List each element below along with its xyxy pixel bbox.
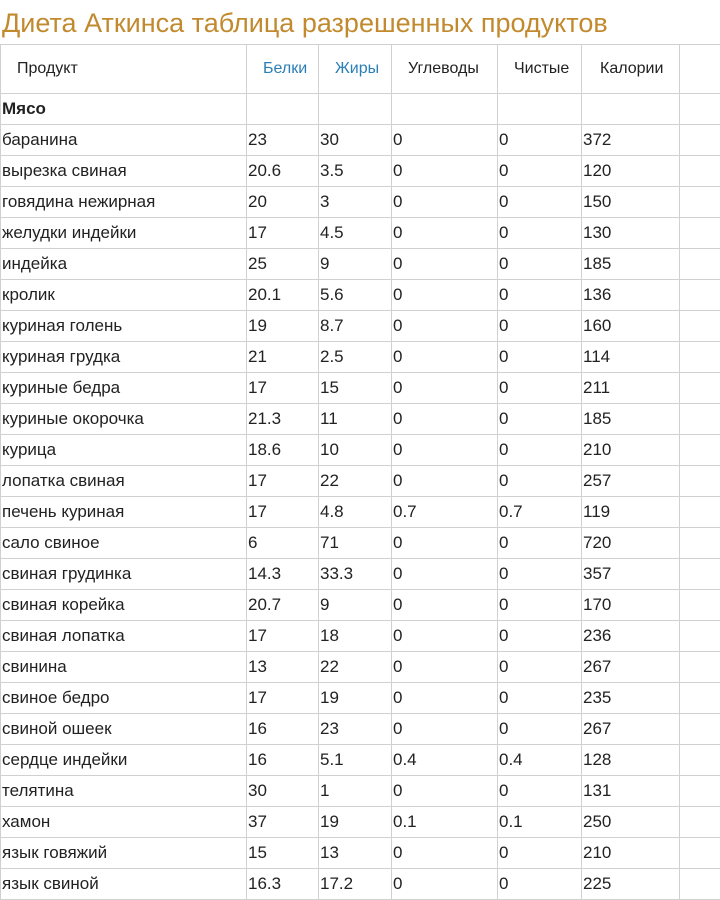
section-empty-cell: [498, 94, 582, 125]
cell-net-carbs: 0: [498, 528, 582, 559]
cell-fats: 11: [319, 404, 392, 435]
cell-fats: 4.8: [319, 497, 392, 528]
cell-proteins: 6: [247, 528, 319, 559]
cell-fats: 3: [319, 187, 392, 218]
cell-carbs: 0: [392, 838, 498, 869]
cell-net-carbs: 0.4: [498, 745, 582, 776]
header-carbs: Углеводы: [392, 45, 498, 94]
cell-net-carbs: 0: [498, 466, 582, 497]
table-header-row: [1, 45, 720, 94]
cell-product-name: сало свиное: [1, 528, 247, 559]
cell-proteins: 20: [247, 187, 319, 218]
cell-product-name: курица: [1, 435, 247, 466]
cell-product-name: свиная грудинка: [1, 559, 247, 590]
cell-empty: [680, 125, 720, 156]
cell-carbs: 0: [392, 342, 498, 373]
cell-carbs: 0: [392, 466, 498, 497]
cell-proteins: 17: [247, 218, 319, 249]
cell-empty: [680, 559, 720, 590]
cell-product-name: желудки индейки: [1, 218, 247, 249]
header-product: Продукт: [1, 45, 247, 94]
header-proteins-link[interactable]: Белки: [247, 45, 319, 94]
cell-calories: 236: [582, 621, 680, 652]
table-row: [1, 714, 720, 745]
table-row: [1, 404, 720, 435]
cell-carbs: 0: [392, 559, 498, 590]
cell-proteins: 23: [247, 125, 319, 156]
table-row: [1, 683, 720, 714]
cell-calories: 210: [582, 435, 680, 466]
cell-proteins: 16.3: [247, 869, 319, 900]
cell-fats: 30: [319, 125, 392, 156]
cell-fats: 9: [319, 590, 392, 621]
cell-proteins: 13: [247, 652, 319, 683]
page-title: Диета Аткинса таблица разрешенных продуктов: [2, 4, 608, 42]
cell-proteins: 25: [247, 249, 319, 280]
cell-calories: 250: [582, 807, 680, 838]
cell-empty: [680, 404, 720, 435]
cell-proteins: 20.1: [247, 280, 319, 311]
cell-fats: 10: [319, 435, 392, 466]
cell-fats: 22: [319, 652, 392, 683]
cell-net-carbs: 0: [498, 125, 582, 156]
cell-product-name: лопатка свиная: [1, 466, 247, 497]
cell-carbs: 0: [392, 156, 498, 187]
cell-net-carbs: 0.1: [498, 807, 582, 838]
cell-calories: 210: [582, 838, 680, 869]
cell-net-carbs: 0: [498, 652, 582, 683]
cell-empty: [680, 187, 720, 218]
cell-fats: 19: [319, 683, 392, 714]
cell-fats: 19: [319, 807, 392, 838]
cell-proteins: 37: [247, 807, 319, 838]
table-row: [1, 280, 720, 311]
cell-calories: 185: [582, 404, 680, 435]
cell-calories: 150: [582, 187, 680, 218]
cell-empty: [680, 776, 720, 807]
cell-net-carbs: 0: [498, 590, 582, 621]
cell-carbs: 0: [392, 373, 498, 404]
cell-product-name: хамон: [1, 807, 247, 838]
table-row: [1, 559, 720, 590]
cell-carbs: 0: [392, 683, 498, 714]
cell-empty: [680, 373, 720, 404]
table-row: [1, 745, 720, 776]
table-row: [1, 466, 720, 497]
cell-empty: [680, 652, 720, 683]
cell-calories: 136: [582, 280, 680, 311]
cell-product-name: свиная корейка: [1, 590, 247, 621]
cell-proteins: 17: [247, 683, 319, 714]
cell-calories: 267: [582, 652, 680, 683]
cell-fats: 4.5: [319, 218, 392, 249]
cell-carbs: 0: [392, 714, 498, 745]
cell-product-name: язык говяжий: [1, 838, 247, 869]
cell-net-carbs: 0: [498, 342, 582, 373]
cell-empty: [680, 342, 720, 373]
cell-empty: [680, 311, 720, 342]
cell-carbs: 0: [392, 590, 498, 621]
cell-proteins: 30: [247, 776, 319, 807]
cell-proteins: 14.3: [247, 559, 319, 590]
cell-product-name: свиное бедро: [1, 683, 247, 714]
cell-net-carbs: 0: [498, 218, 582, 249]
table-row: [1, 342, 720, 373]
cell-product-name: свинина: [1, 652, 247, 683]
cell-calories: 235: [582, 683, 680, 714]
products-table: [0, 44, 720, 900]
cell-proteins: 19: [247, 311, 319, 342]
cell-empty: [680, 280, 720, 311]
cell-proteins: 15: [247, 838, 319, 869]
cell-empty: [680, 249, 720, 280]
cell-carbs: 0: [392, 249, 498, 280]
table-row: [1, 869, 720, 900]
cell-net-carbs: 0.7: [498, 497, 582, 528]
cell-empty: [680, 745, 720, 776]
cell-product-name: куриная грудка: [1, 342, 247, 373]
cell-fats: 9: [319, 249, 392, 280]
cell-carbs: 0: [392, 187, 498, 218]
cell-fats: 5.6: [319, 280, 392, 311]
cell-fats: 2.5: [319, 342, 392, 373]
cell-calories: 119: [582, 497, 680, 528]
cell-calories: 267: [582, 714, 680, 745]
cell-product-name: сердце индейки: [1, 745, 247, 776]
cell-product-name: свиная лопатка: [1, 621, 247, 652]
cell-product-name: говядина нежирная: [1, 187, 247, 218]
cell-net-carbs: 0: [498, 187, 582, 218]
section-empty-cell: [582, 94, 680, 125]
cell-proteins: 17: [247, 373, 319, 404]
cell-fats: 22: [319, 466, 392, 497]
cell-fats: 5.1: [319, 745, 392, 776]
cell-calories: 160: [582, 311, 680, 342]
cell-product-name: свиной ошеек: [1, 714, 247, 745]
cell-proteins: 21.3: [247, 404, 319, 435]
cell-net-carbs: 0: [498, 156, 582, 187]
cell-net-carbs: 0: [498, 776, 582, 807]
cell-product-name: куриная голень: [1, 311, 247, 342]
cell-empty: [680, 156, 720, 187]
cell-product-name: телятина: [1, 776, 247, 807]
table-row: [1, 435, 720, 466]
cell-calories: 357: [582, 559, 680, 590]
cell-carbs: 0: [392, 218, 498, 249]
cell-empty: [680, 497, 720, 528]
cell-empty: [680, 683, 720, 714]
cell-empty: [680, 714, 720, 745]
table-row: [1, 497, 720, 528]
cell-proteins: 16: [247, 714, 319, 745]
cell-net-carbs: 0: [498, 559, 582, 590]
cell-product-name: куриные бедра: [1, 373, 247, 404]
cell-proteins: 21: [247, 342, 319, 373]
section-empty-cell: [392, 94, 498, 125]
cell-fats: 23: [319, 714, 392, 745]
cell-calories: 170: [582, 590, 680, 621]
cell-empty: [680, 869, 720, 900]
cell-product-name: индейка: [1, 249, 247, 280]
header-net-carbs: Чистые: [498, 45, 582, 94]
cell-product-name: вырезка свиная: [1, 156, 247, 187]
table-row: [1, 311, 720, 342]
cell-net-carbs: 0: [498, 838, 582, 869]
cell-fats: 15: [319, 373, 392, 404]
cell-carbs: 0.4: [392, 745, 498, 776]
table-row: [1, 156, 720, 187]
cell-calories: 131: [582, 776, 680, 807]
cell-calories: 225: [582, 869, 680, 900]
table-row: [1, 621, 720, 652]
table-row: [1, 218, 720, 249]
cell-empty: [680, 528, 720, 559]
table-row: [1, 373, 720, 404]
cell-empty: [680, 218, 720, 249]
table-row: [1, 838, 720, 869]
cell-net-carbs: 0: [498, 714, 582, 745]
cell-calories: 257: [582, 466, 680, 497]
section-label: Мясо: [1, 94, 247, 125]
section-empty-cell: [319, 94, 392, 125]
header-fats-link[interactable]: Жиры: [319, 45, 392, 94]
cell-proteins: 17: [247, 497, 319, 528]
cell-proteins: 16: [247, 745, 319, 776]
cell-fats: 18: [319, 621, 392, 652]
cell-fats: 71: [319, 528, 392, 559]
table-row: [1, 125, 720, 156]
cell-carbs: 0: [392, 776, 498, 807]
section-empty-cell: [680, 94, 720, 125]
cell-carbs: 0.7: [392, 497, 498, 528]
cell-carbs: 0: [392, 652, 498, 683]
cell-carbs: 0.1: [392, 807, 498, 838]
cell-calories: 120: [582, 156, 680, 187]
cell-net-carbs: 0: [498, 621, 582, 652]
table-row: [1, 652, 720, 683]
cell-product-name: баранина: [1, 125, 247, 156]
cell-net-carbs: 0: [498, 280, 582, 311]
table-row: [1, 187, 720, 218]
cell-calories: 372: [582, 125, 680, 156]
cell-carbs: 0: [392, 280, 498, 311]
table-row: [1, 528, 720, 559]
cell-fats: 3.5: [319, 156, 392, 187]
cell-proteins: 17: [247, 466, 319, 497]
cell-product-name: язык свиной: [1, 869, 247, 900]
cell-net-carbs: 0: [498, 435, 582, 466]
cell-proteins: 20.6: [247, 156, 319, 187]
cell-carbs: 0: [392, 125, 498, 156]
table-row: [1, 807, 720, 838]
cell-calories: 211: [582, 373, 680, 404]
cell-empty: [680, 466, 720, 497]
cell-carbs: 0: [392, 528, 498, 559]
cell-product-name: куриные окорочка: [1, 404, 247, 435]
cell-product-name: кролик: [1, 280, 247, 311]
section-row: [1, 94, 720, 125]
cell-fats: 13: [319, 838, 392, 869]
header-calories: Калории: [582, 45, 680, 94]
cell-empty: [680, 621, 720, 652]
cell-net-carbs: 0: [498, 869, 582, 900]
cell-carbs: 0: [392, 311, 498, 342]
cell-net-carbs: 0: [498, 683, 582, 714]
cell-fats: 1: [319, 776, 392, 807]
cell-proteins: 20.7: [247, 590, 319, 621]
table-row: [1, 590, 720, 621]
cell-empty: [680, 590, 720, 621]
cell-net-carbs: 0: [498, 249, 582, 280]
cell-proteins: 17: [247, 621, 319, 652]
cell-carbs: 0: [392, 621, 498, 652]
cell-calories: 185: [582, 249, 680, 280]
cell-proteins: 18.6: [247, 435, 319, 466]
cell-fats: 8.7: [319, 311, 392, 342]
table-row: [1, 776, 720, 807]
header-empty: [680, 45, 720, 94]
cell-empty: [680, 807, 720, 838]
cell-carbs: 0: [392, 404, 498, 435]
cell-carbs: 0: [392, 869, 498, 900]
cell-net-carbs: 0: [498, 373, 582, 404]
cell-calories: 720: [582, 528, 680, 559]
cell-empty: [680, 435, 720, 466]
cell-product-name: печень куриная: [1, 497, 247, 528]
cell-fats: 33.3: [319, 559, 392, 590]
cell-calories: 114: [582, 342, 680, 373]
cell-net-carbs: 0: [498, 404, 582, 435]
cell-empty: [680, 838, 720, 869]
cell-calories: 128: [582, 745, 680, 776]
cell-calories: 130: [582, 218, 680, 249]
cell-net-carbs: 0: [498, 311, 582, 342]
section-empty-cell: [247, 94, 319, 125]
cell-fats: 17.2: [319, 869, 392, 900]
cell-carbs: 0: [392, 435, 498, 466]
table-row: [1, 249, 720, 280]
